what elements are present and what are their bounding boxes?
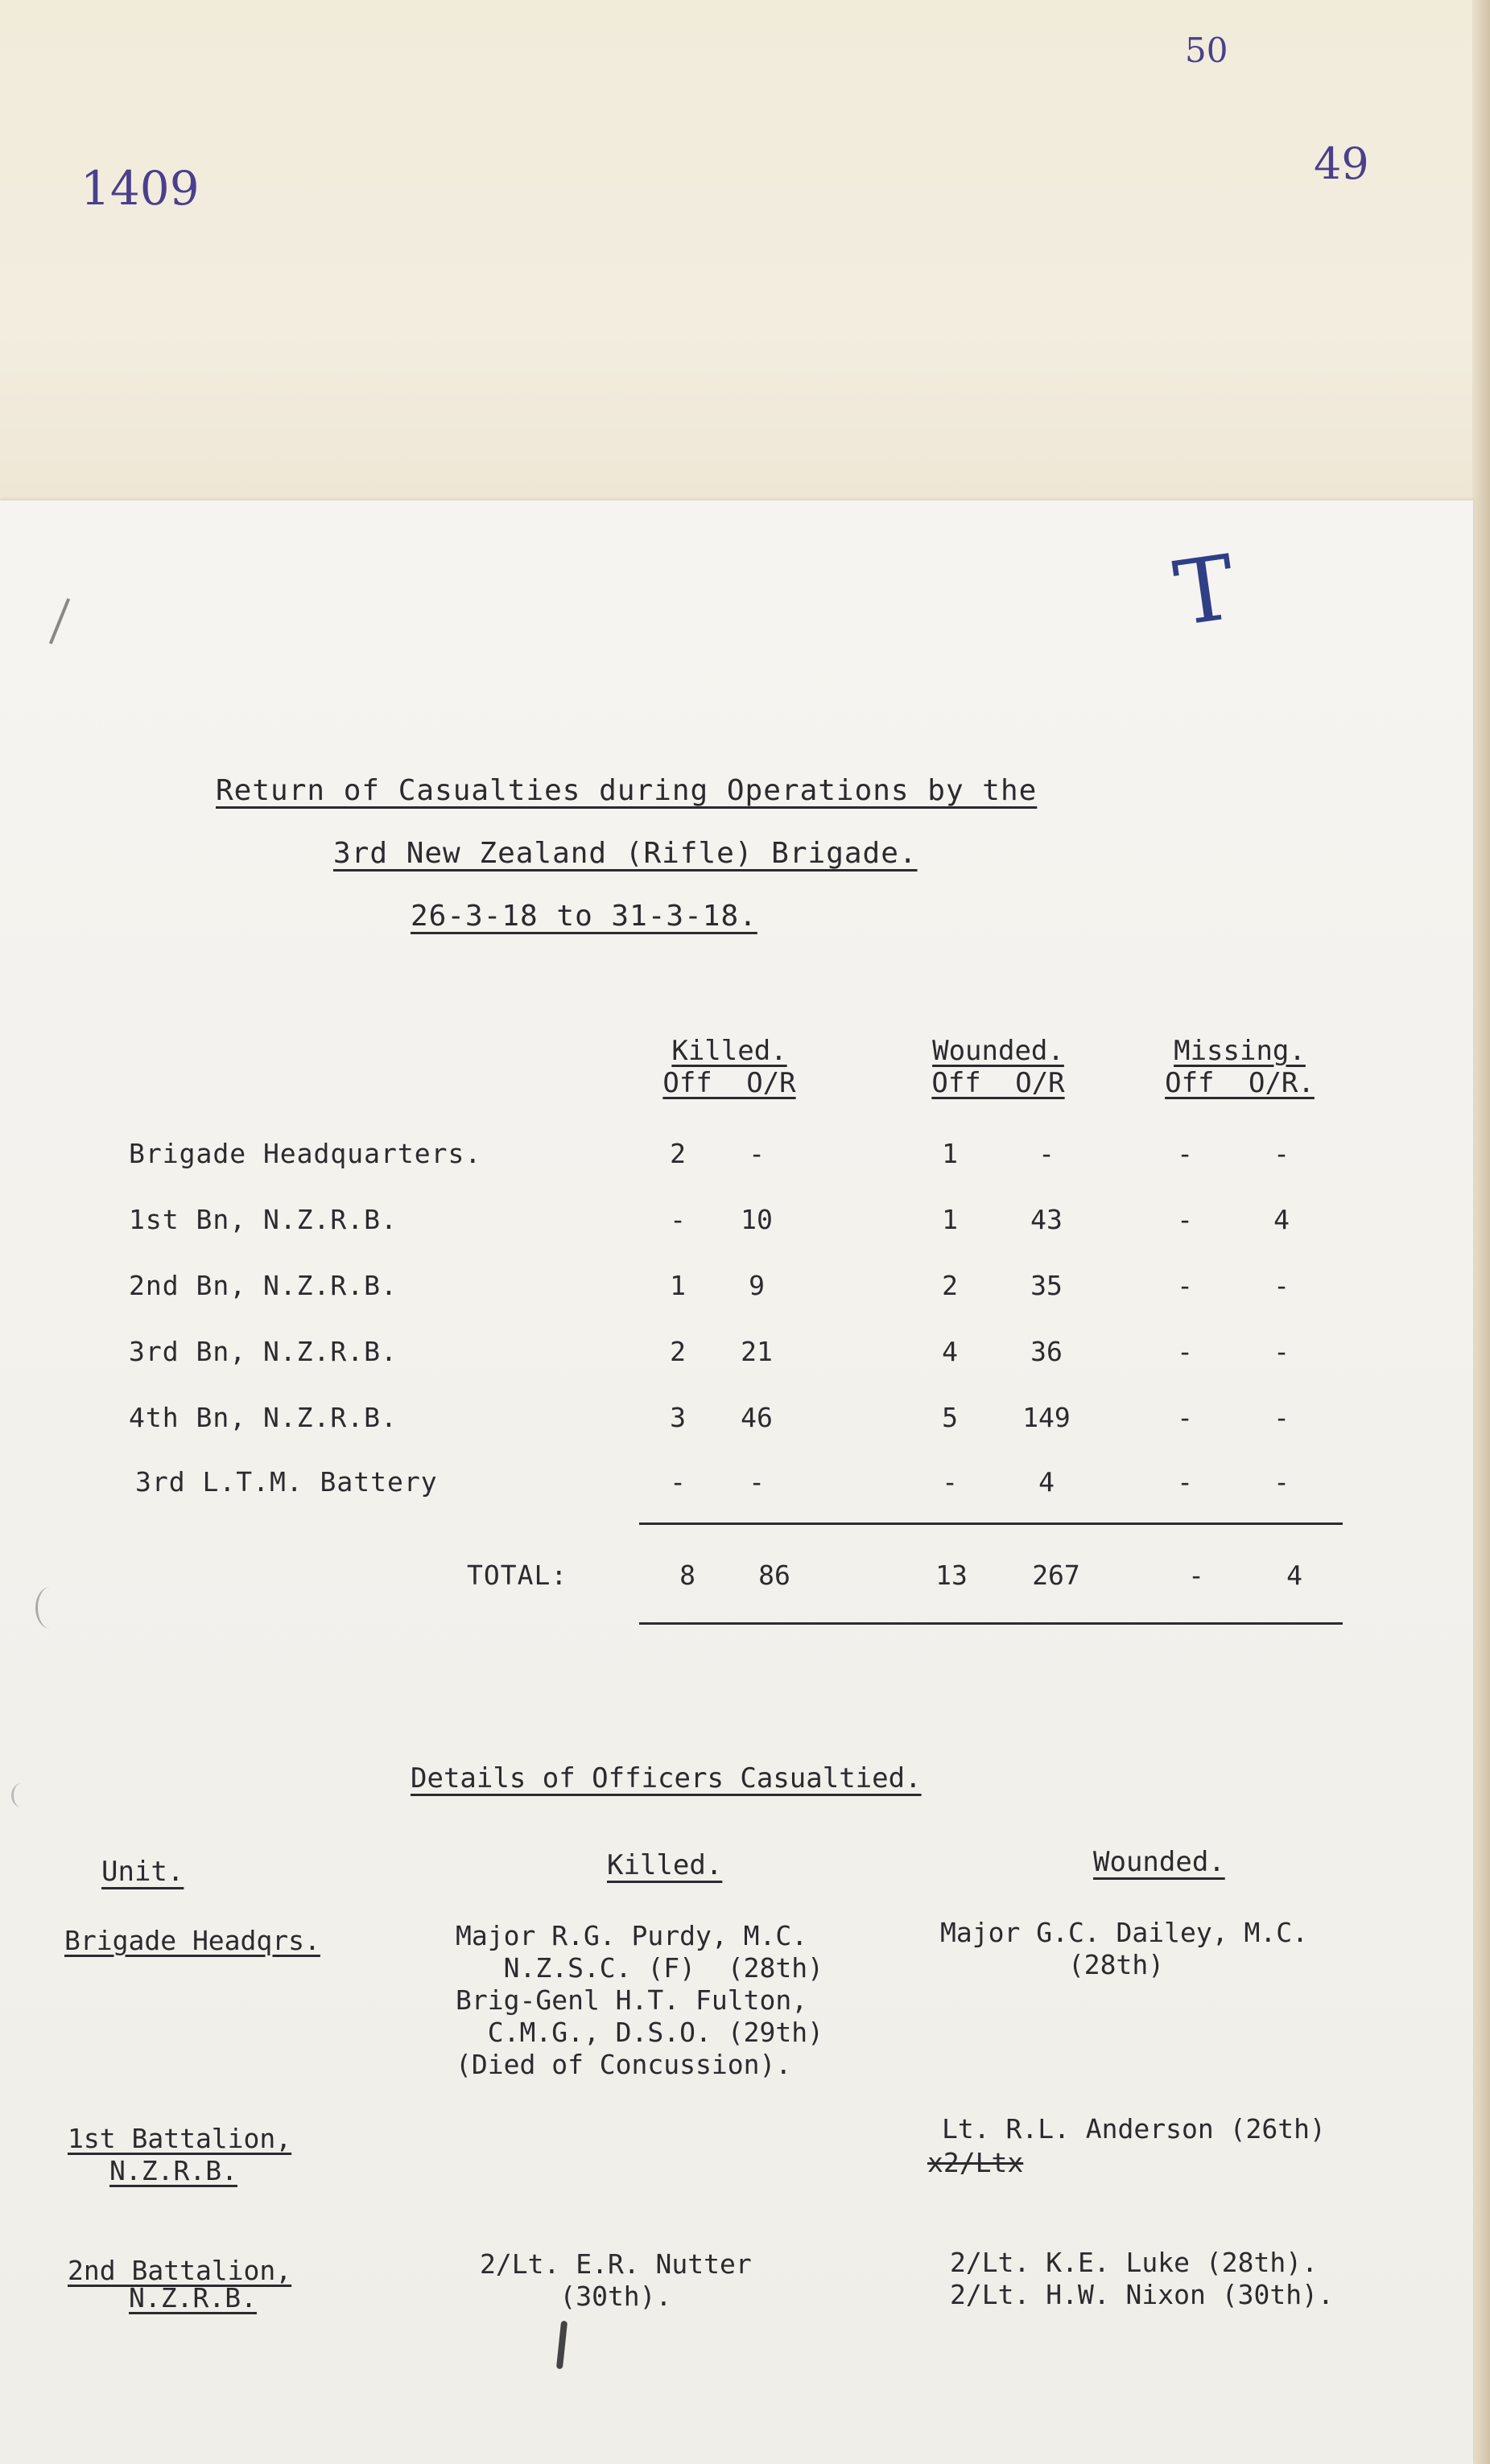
header-missing-label: Missing. — [1174, 1035, 1306, 1067]
total-killed-off: 8 — [679, 1560, 695, 1591]
row-unit: Brigade Headquarters. — [129, 1138, 482, 1169]
punch-hole-mark — [35, 1587, 65, 1629]
wounded-or: 35 — [1030, 1270, 1063, 1301]
total-missing-or: 4 — [1286, 1560, 1302, 1591]
details-unit-sub: N.Z.R.B. — [129, 2282, 257, 2314]
killed-or: 10 — [741, 1204, 773, 1235]
wounded-off: - — [942, 1466, 958, 1498]
row-unit: 2nd Bn, N.Z.R.B. — [129, 1270, 398, 1301]
total-row — [0, 1560, 1473, 1600]
missing-or: - — [1273, 1466, 1290, 1498]
table-row — [0, 1402, 1473, 1442]
wounded-off: 1 — [942, 1138, 958, 1169]
wounded-off: 1 — [942, 1204, 958, 1235]
killed-or: 46 — [741, 1402, 773, 1433]
wounded-or: 43 — [1030, 1204, 1063, 1235]
folio-number: 49 — [1314, 138, 1369, 189]
details-wounded: Lt. R.L. Anderson (26th) — [942, 2113, 1326, 2145]
total-label: TOTAL: — [467, 1560, 568, 1591]
total-missing-off: - — [1188, 1560, 1204, 1591]
row-unit: 1st Bn, N.Z.R.B. — [129, 1204, 398, 1235]
missing-off: - — [1177, 1270, 1193, 1301]
killed-off: 3 — [670, 1402, 686, 1433]
missing-or: 4 — [1273, 1204, 1290, 1235]
header-wounded-sub: Off O/R — [931, 1067, 1065, 1099]
table-row — [0, 1204, 1473, 1244]
punch-hole-mark — [11, 1783, 31, 1807]
details-heading: Details of Officers Casualtied. — [411, 1762, 922, 1794]
details-killed: 2/Lt. E.R. Nutter (30th). — [480, 2248, 752, 2312]
details-wounded: Major G.C. Dailey, M.C. (28th) — [940, 1917, 1308, 1980]
wounded-or: - — [1038, 1138, 1055, 1169]
missing-off: - — [1177, 1402, 1193, 1433]
killed-or: - — [749, 1138, 765, 1169]
header-killed-label: Killed. — [671, 1035, 787, 1067]
details-unit: Brigade Headqrs. — [64, 1925, 320, 1956]
missing-or: - — [1273, 1336, 1290, 1367]
missing-off: - — [1177, 1466, 1193, 1498]
header-missing-sub: Off O/R. — [1165, 1067, 1315, 1099]
row-unit: 4th Bn, N.Z.R.B. — [129, 1402, 398, 1433]
killed-off: - — [670, 1466, 686, 1498]
killed-or: 21 — [741, 1336, 773, 1367]
table-row — [0, 1270, 1473, 1310]
wounded-off: 2 — [942, 1270, 958, 1301]
report-title-line-2: 3rd New Zealand (Rifle) Brigade. — [333, 837, 918, 870]
header-killed-sub: Off O/R — [662, 1067, 796, 1099]
header-wounded-label: Wounded. — [932, 1035, 1064, 1067]
killed-off: 2 — [670, 1138, 686, 1169]
page-stamp-top: 50 — [1185, 31, 1228, 70]
wounded-or: 36 — [1030, 1336, 1063, 1367]
details-unit: 1st Battalion, — [68, 2123, 292, 2154]
table-row — [0, 1138, 1473, 1178]
missing-or: - — [1273, 1270, 1290, 1301]
details-unit-sub: N.Z.R.B. — [109, 2155, 237, 2186]
missing-off: - — [1177, 1138, 1193, 1169]
missing-or: - — [1273, 1138, 1290, 1169]
killed-off: 1 — [670, 1270, 686, 1301]
row-unit: 3rd Bn, N.Z.R.B. — [129, 1336, 398, 1367]
page-edge — [1472, 0, 1490, 2464]
total-rule-top — [639, 1522, 1343, 1525]
wounded-or: 4 — [1038, 1466, 1055, 1498]
wounded-off: 5 — [942, 1402, 958, 1433]
document-sheet — [0, 501, 1473, 2464]
header-missing — [1151, 1035, 1328, 1099]
ink-smudge — [556, 2321, 568, 2370]
missing-or: - — [1273, 1402, 1290, 1433]
missing-off: - — [1177, 1336, 1193, 1367]
file-number: 1409 — [80, 161, 200, 216]
total-wounded-or: 267 — [1032, 1560, 1080, 1591]
killed-off: 2 — [670, 1336, 686, 1367]
report-date-range: 26-3-18 to 31-3-18. — [411, 900, 757, 933]
cover-sheet — [0, 0, 1490, 547]
killed-off: - — [670, 1204, 686, 1235]
details-col-wounded: Wounded. — [1093, 1846, 1225, 1878]
wounded-off: 4 — [942, 1336, 958, 1367]
details-wounded: 2/Lt. K.E. Luke (28th). 2/Lt. H.W. Nixon (30th). — [950, 2247, 1334, 2310]
details-wounded-struck: x2/Ltx — [927, 2147, 1024, 2178]
missing-off: - — [1177, 1204, 1193, 1235]
total-rule-bottom — [639, 1622, 1343, 1625]
details-col-killed: Killed. — [607, 1849, 723, 1881]
table-row — [0, 1336, 1473, 1376]
details-killed: Major R.G. Purdy, M.C. N.Z.S.C. (F) (28th) Brig-Genl H.T. Fulton, C.M.G., D.S.O. (29th) (Died of Concussion). — [456, 1920, 823, 2080]
header-wounded — [918, 1035, 1079, 1099]
total-killed-or: 86 — [758, 1560, 790, 1591]
table-row — [0, 1466, 1473, 1506]
total-wounded-off: 13 — [935, 1560, 968, 1591]
report-title-line-1: Return of Casualties during Operations by the — [216, 774, 1038, 807]
pencil-tick-mark — [49, 598, 70, 644]
pencil-annotation: T — [1168, 535, 1241, 646]
row-unit: 3rd L.T.M. Battery — [135, 1466, 438, 1498]
killed-or: - — [749, 1466, 765, 1498]
header-killed — [649, 1035, 810, 1099]
wounded-or: 149 — [1022, 1402, 1071, 1433]
killed-or: 9 — [749, 1270, 765, 1301]
details-unit: 2nd Battalion, — [68, 2255, 292, 2286]
details-col-unit: Unit. — [101, 1856, 184, 1888]
